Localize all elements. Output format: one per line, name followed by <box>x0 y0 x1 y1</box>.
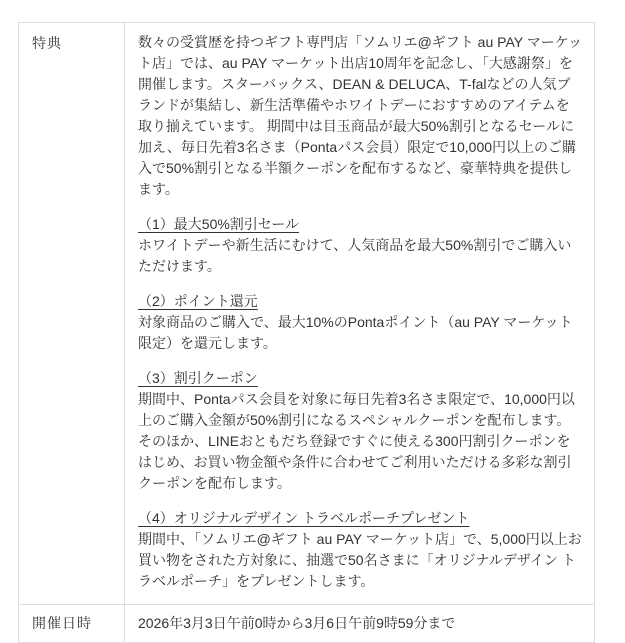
row-label-benefits: 特典 <box>19 23 125 605</box>
event-details-table <box>18 22 595 643</box>
table-row-datetime <box>19 605 595 643</box>
benefit-section-4-heading: （4）オリジナルデザイン トラベルポーチプレゼント <box>138 510 470 526</box>
benefit-section-2-body: 対象商品のご購入で、最大10%のPontaポイント（au PAY マーケット限定）を還元します。 <box>138 314 573 351</box>
benefit-section-2 <box>138 291 582 354</box>
table-row-benefits <box>19 23 595 605</box>
row-content-datetime: 2026年3月3日午前0時から3月6日午前9時59分まで <box>125 605 595 643</box>
row-content-benefits <box>125 23 595 605</box>
benefit-section-3-body: 期間中、Pontaパス会員を対象に毎日先着3名さま限定で、10,000円以上のご購入金額が50%割引になるスペシャルクーポンを配布します。 そのほか、LINEおともだち登録ですぐに使える300円割引クーポンをはじめ、お買い物金額や条件に合わせてご利用いただける多彩な割引クーポンを配布します。 <box>138 391 575 491</box>
benefits-intro-paragraph: 数々の受賞歴を持つギフト専門店「ソムリエ@ギフト au PAY マーケット店」では、au PAY マーケット出店10周年を記念し、「大感謝祭」を開催します。スターバックス、DEAN & DELUCA、T-falなどの人気ブランドが集結し、新生活準備やホワイトデーにおすすめのアイテムを取り揃えています。 期間中は目玉商品が最大50%割引となるセールに加え、毎日先着3名さま（Pontaパス会員）限定で10,000円以上のご購入で50%割引となる半額クーポンを配布するなど、豪華特典を提供します。 <box>138 34 583 197</box>
benefit-section-2-heading: （2）ポイント還元 <box>138 293 258 309</box>
benefit-section-1 <box>138 214 582 277</box>
benefit-section-4-body: 期間中、「ソムリエ@ギフト au PAY マーケット店」で、5,000円以上お買い物をされた方対象に、抽選で50名さまに「オリジナルデザイン トラベルポーチ」をプレゼントします。 <box>138 531 582 589</box>
benefit-section-4 <box>138 508 582 592</box>
benefit-section-1-body: ホワイトデーや新生活にむけて、人気商品を最大50%割引でご購入いただけます。 <box>138 237 572 274</box>
row-label-datetime: 開催日時 <box>19 605 125 643</box>
benefit-section-3-heading: （3）割引クーポン <box>138 370 258 386</box>
benefit-section-1-heading: （1）最大50%割引セール <box>138 216 299 232</box>
benefit-section-3 <box>138 368 582 494</box>
